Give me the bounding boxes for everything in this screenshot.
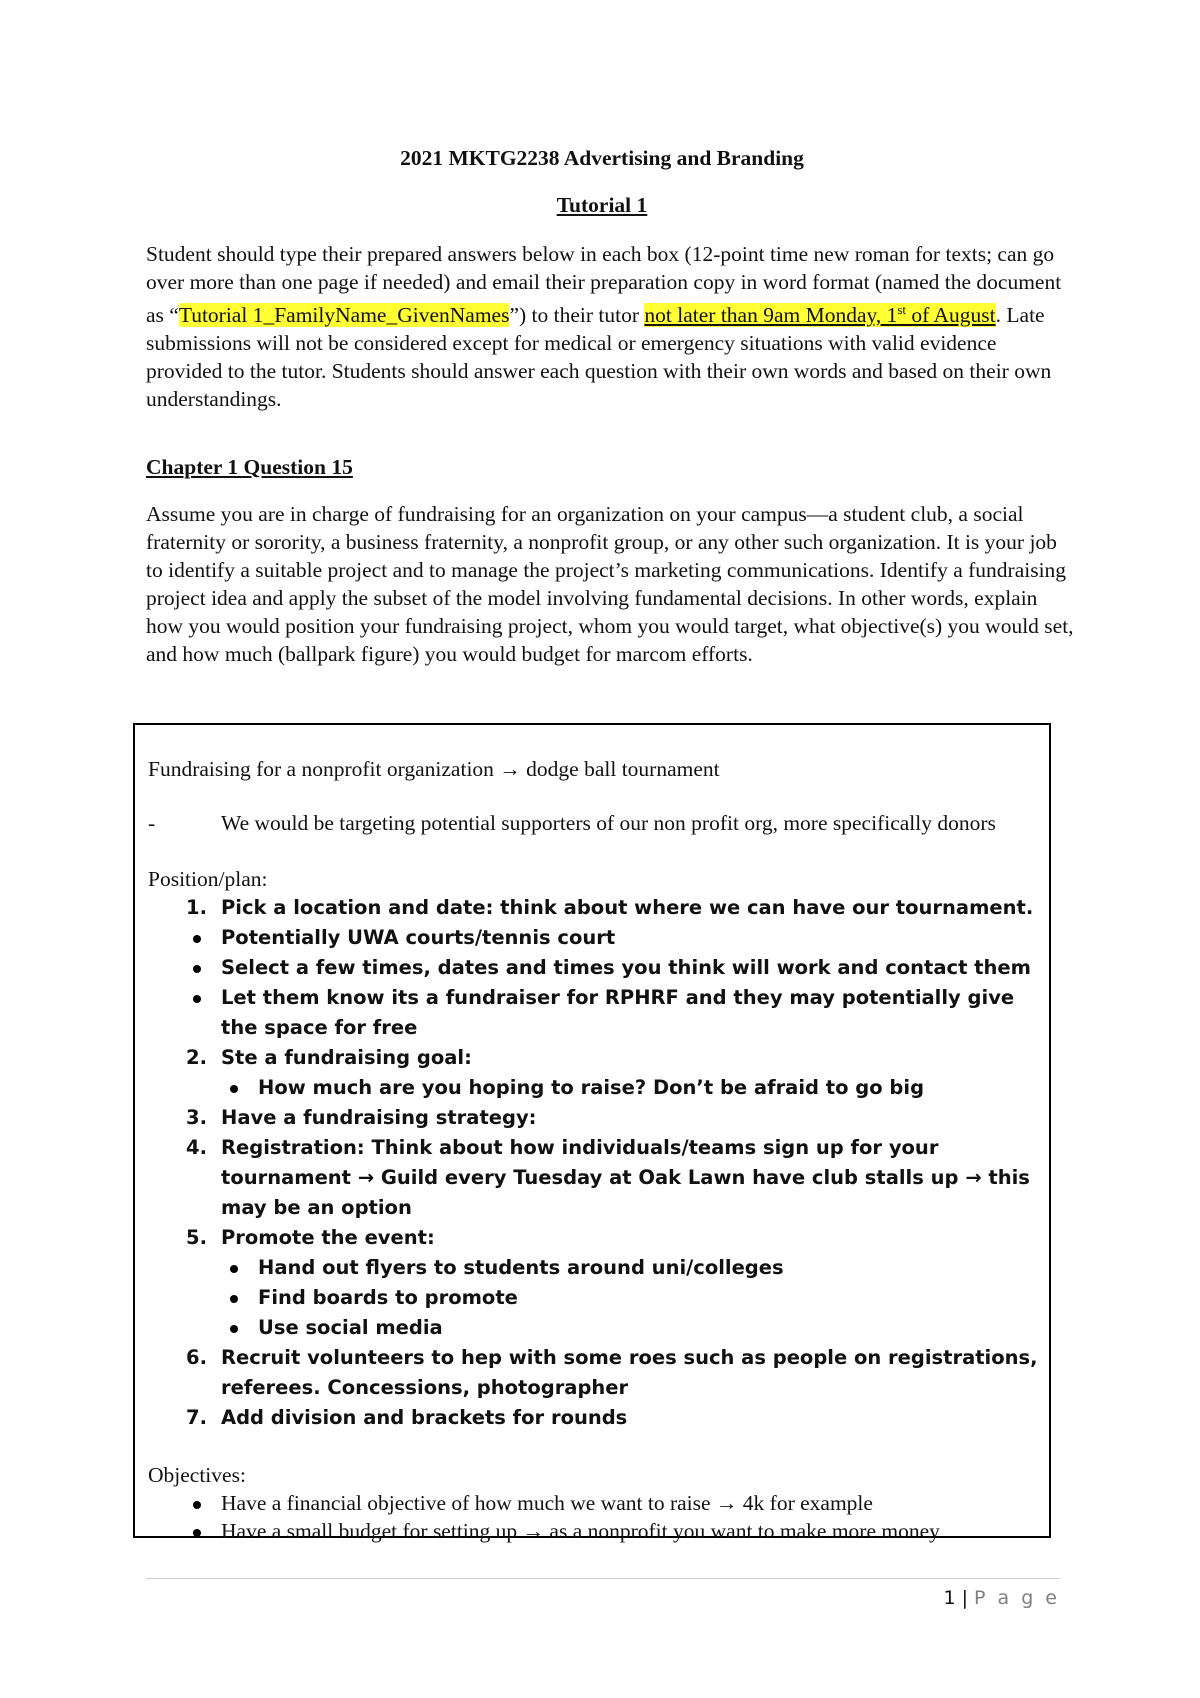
plan-item-text: Recruit volunteers to hep with some roes such as people on registrations, referees. Concessions, photographer [221, 1346, 1038, 1399]
deadline-text: not later than 9am Monday, 1 [644, 303, 898, 328]
list-number: 1. [186, 896, 207, 919]
deadline-highlight [644, 303, 995, 327]
footer-divider [146, 1578, 1060, 1579]
plan-item-text: Potentially UWA courts/tennis court [221, 926, 616, 949]
plan-subitem [148, 1073, 1038, 1103]
page-number: 1 [943, 1587, 956, 1609]
objective-text [221, 1517, 1038, 1545]
arrow-icon: → [499, 757, 521, 781]
plan-item [148, 1223, 1038, 1253]
plan-item [148, 893, 1038, 923]
bullet-icon [148, 1489, 221, 1517]
deadline-ordinal: st [897, 302, 907, 317]
plan-subitem [148, 1253, 1038, 1283]
bullet-icon [148, 1073, 258, 1103]
plan-subitem [148, 1283, 1038, 1313]
objective-text-b: 4k for example [737, 1491, 873, 1515]
instructions-text-2: ”) to their tutor [509, 303, 645, 328]
list-number: 6. [186, 1346, 207, 1369]
objective-text-a: Have a financial objective of how much we want to raise [221, 1491, 716, 1515]
objective-text [221, 1489, 1038, 1517]
plan-item-text: Have a fundraising strategy: [221, 1106, 537, 1129]
bullet-icon [148, 923, 221, 953]
plan-item-text: Promote the event: [221, 1226, 435, 1249]
target-text: We would be targeting potential supporters of our non profit org, more specifically donors [221, 811, 996, 835]
question-text: Assume you are in charge of fundraising for an organization on your campus—a student club, a social fraternity or sorority, a business fraternity, a nonprofit group, or any other such organization. It is your job to identify a suitable project and to manage the project’s marketing communications. Identify a fundraising project idea and apply the subset of the model involving fundamental decisions. In other words, explain how you would position your fundraising project, whom you would target, what objective(s) you would set, and how much (ballpark figure) you would budget for marcom efforts. [146, 502, 1074, 666]
plan-item [148, 1103, 1038, 1133]
page-label: P a g e [974, 1587, 1060, 1609]
plan-item [148, 1133, 1038, 1223]
plan-item-text: Use social media [258, 1316, 443, 1339]
objective-item [148, 1489, 1038, 1517]
arrow-icon: → [522, 1519, 545, 1543]
plan-item [148, 983, 1038, 1043]
answer-intro-event: dodge ball tournament [520, 757, 720, 781]
bullet-icon [148, 1313, 258, 1343]
instructions-text-1: Student should type their prepared answers below in each box (12-point time new roman for texts; can go over more than one page if needed) and email their preparation copy in word format (named the document as “ [146, 242, 1062, 328]
footer-separator: | [955, 1587, 975, 1609]
plan-item [148, 923, 1038, 953]
list-number: 7. [186, 1406, 207, 1429]
plan-item [148, 1403, 1038, 1433]
deadline-month: of August [906, 303, 996, 328]
plan-item-text: Select a few times, dates and times you think will work and contact them [221, 956, 1031, 979]
plan-list [148, 893, 1038, 1433]
plan-item-text: Find boards to promote [258, 1286, 518, 1309]
plan-item-text: Add division and brackets for rounds [221, 1406, 628, 1429]
list-number: 2. [186, 1046, 207, 1069]
arrow-icon: → [715, 1491, 738, 1515]
plan-item-text: Let them know its a fundraiser for RPHRF and they may potentially give the space for free [221, 986, 1015, 1039]
objectives-label: Objectives: [148, 1463, 246, 1487]
document-title: 2021 MKTG2238 Advertising and Branding [400, 146, 804, 170]
list-number: 5. [186, 1226, 207, 1249]
plan-item-text: Ste a fundraising goal: [221, 1046, 472, 1069]
answer-intro [148, 755, 1038, 783]
list-number: 3. [186, 1106, 207, 1129]
plan-item [148, 1043, 1038, 1073]
plan-item-text: Hand out flyers to students around uni/colleges [258, 1256, 784, 1279]
page-footer [943, 1587, 1060, 1609]
bullet-icon [148, 983, 221, 1043]
bullet-icon [148, 1283, 258, 1313]
instructions-text-3: . Late submissions will not be considered except for medical or emergency situations with valid evidence provided to the tutor. Students should answer each question with their own words and based on their own understandings. [146, 303, 1052, 412]
filename-highlight: Tutorial 1_FamilyName_GivenNames [178, 303, 510, 328]
plan-subitem [148, 1313, 1038, 1343]
list-number: 4. [186, 1136, 207, 1159]
plan-item-text: Registration: Think about how individuals/teams sign up for your tournament → Guild every Tuesday at Oak Lawn have club stalls up → this may be an option [221, 1136, 1030, 1219]
plan-item-text: Pick a location and date: think about where we can have our tournament. [221, 896, 1034, 919]
objective-item [148, 1517, 1038, 1545]
plan-item-text: How much are you hoping to raise? Don’t be afraid to go big [258, 1076, 925, 1099]
bullet-icon [148, 1253, 258, 1283]
objective-text-a: Have a small budget for setting up [221, 1519, 523, 1543]
instructions-paragraph [146, 240, 1066, 413]
plan-label: Position/plan: [148, 867, 268, 891]
answer-box[interactable] [133, 723, 1051, 1543]
question-heading: Chapter 1 Question 15 [146, 455, 353, 479]
bullet-icon [148, 953, 221, 983]
target-item [148, 809, 1038, 837]
objectives-list [148, 1489, 1038, 1545]
bullet-icon [148, 1517, 221, 1545]
dash-marker: - [148, 811, 156, 835]
answer-intro-text: Fundraising for a nonprofit organization [148, 757, 500, 781]
plan-item [148, 1343, 1038, 1403]
plan-item [148, 953, 1038, 983]
document-subtitle: Tutorial 1 [556, 193, 648, 217]
objective-text-b: as a nonprofit you want to make more money [544, 1519, 940, 1543]
